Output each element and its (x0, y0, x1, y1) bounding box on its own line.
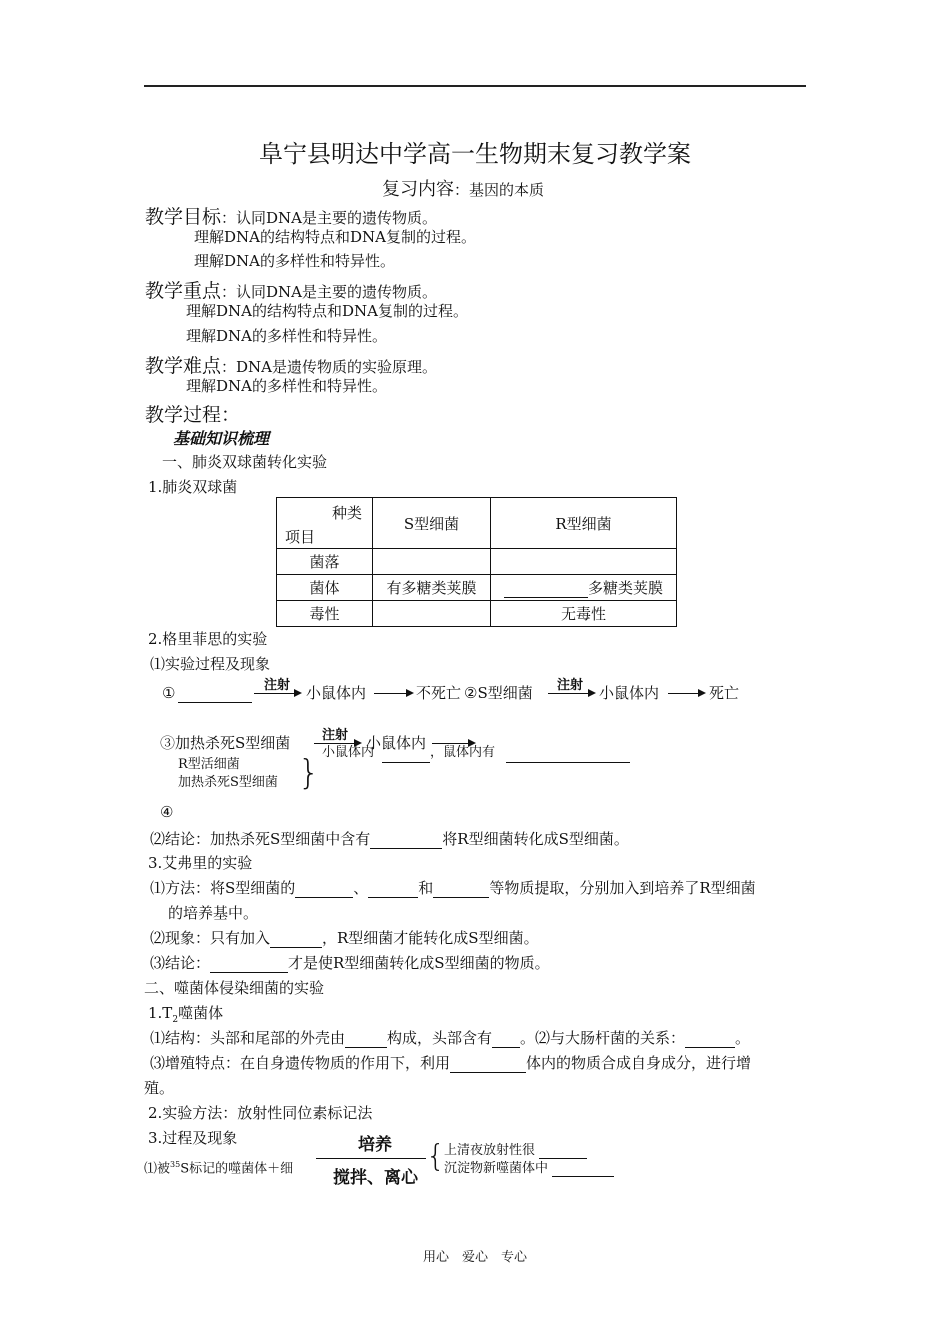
subsection-2-1 (148, 1003, 223, 1030)
exp-4-mouse: 小鼠体内 (322, 745, 375, 760)
blank (345, 1031, 387, 1048)
subsection-1-3: 3.艾弗里的实验 (148, 854, 253, 872)
exp-2-label: ②S型细菌 (464, 684, 533, 702)
avery-method-c: 和 (418, 879, 434, 897)
blank (370, 832, 442, 849)
arrow-icon (668, 693, 704, 694)
sediment-line (444, 1161, 614, 1177)
phage-exp-left-a: ⑴被 (144, 1161, 171, 1177)
exp-4-label: ④ (160, 803, 174, 821)
exp-1-mouse: 小鼠体内 (306, 684, 367, 702)
t2-subscript: 2 (172, 1015, 179, 1025)
inject-label-2: 注射 (557, 678, 584, 693)
difficulty-text-1: ：DNA是遗传物质的实验原理。 (221, 358, 438, 376)
header-rule (144, 85, 806, 87)
blank (539, 1145, 587, 1159)
difficulty-text-2: 理解DNA的多样性和特异性。 (186, 377, 387, 395)
blank (270, 931, 322, 948)
phage-exp-sup: 35 (170, 1160, 181, 1169)
phage-proliferation (150, 1053, 751, 1073)
subsection-2-3: 3.过程及现象 (148, 1129, 238, 1147)
process-label: 教学过程： (145, 404, 241, 426)
goals-text-3: 理解DNA的多样性和特异性。 (194, 252, 395, 270)
inject-label-3: 注射 (322, 728, 349, 743)
phage-structure-a: ⑴结构：头部和尾部的外壳由 (150, 1029, 346, 1047)
phage-structure-b: 构成，头部含有 (387, 1029, 493, 1047)
goals-text-1: ：认同DNA是主要的遗传物质。 (221, 209, 438, 227)
table-cell-text: 多糖类荚膜 (587, 579, 663, 597)
table-header-item: 项目 (285, 528, 316, 546)
avery-method-e: 的培养基中。 (168, 904, 259, 922)
page-title: 阜宁县明达中学高一生物期末复习教学案 (259, 140, 691, 168)
exp-2-result: 死亡 (709, 684, 740, 702)
supernatant-line (444, 1143, 587, 1159)
blank (178, 686, 252, 703)
blank (504, 581, 588, 598)
subsection-2-2: 2.实验方法：放射性同位素标记法 (148, 1104, 373, 1122)
section-2-heading: 二、噬菌体侵染细菌的实验 (144, 979, 325, 997)
arrow-icon (432, 743, 474, 744)
phage-exp-left (144, 1157, 293, 1177)
table-cell (373, 601, 491, 627)
phage-structure-d: 。 (735, 1029, 751, 1047)
table-header-r: R型细菌 (491, 498, 677, 549)
brace-icon: { (426, 1139, 446, 1174)
table-row-label: 菌体 (277, 575, 373, 601)
phage-structure (150, 1028, 750, 1048)
focus-text-1: ：认同DNA是主要的遗传物质。 (221, 283, 438, 301)
subtitle-value: ：基因的本质 (454, 181, 545, 199)
table-header-kind: 种类 (331, 504, 362, 522)
focus-label: 教学重点 (145, 280, 222, 302)
table-cell (373, 549, 491, 575)
table-row (277, 601, 677, 627)
focus-text-3: 理解DNA的多样性和特异性。 (186, 327, 387, 345)
blank (546, 746, 630, 763)
exp-1-result: 不死亡 (416, 684, 462, 702)
process-line (316, 1158, 426, 1159)
subsection-1-1: 1.肺炎双球菌 (148, 478, 238, 496)
table-cell: 无毒性 (491, 601, 677, 627)
exp-2-mouse: 小鼠体内 (599, 684, 660, 702)
conclusion-text-a: ⑵结论：加热杀死S型细菌中含有 (150, 830, 371, 848)
subtitle (382, 175, 544, 201)
blank (450, 1056, 526, 1073)
table-row-label: 菌落 (277, 549, 373, 575)
sediment-text: 沉淀物新噬菌体中 (444, 1161, 549, 1176)
inject-label-1: 注射 (264, 678, 291, 693)
blank (552, 1163, 614, 1177)
blank (295, 881, 353, 898)
stir-centrifuge-label: 搅拌、离心 (333, 1168, 418, 1188)
phage-proliferation-a: ⑶增殖特点：在自身遗传物质的作用下，利用 (150, 1054, 451, 1072)
exp-4-r-live: R型活细菌 (178, 757, 240, 772)
subsection-1-2-1: ⑴实验过程及现象 (150, 655, 271, 673)
blank (210, 956, 288, 973)
goals-text-2: 理解DNA的结构特点和DNA复制的过程。 (194, 228, 476, 246)
arrow-icon (548, 693, 594, 694)
exp-4-has: ，鼠体内有 (430, 745, 496, 760)
focus-line1 (145, 276, 437, 303)
table-row (277, 575, 677, 601)
focus-text-2: 理解DNA的结构特点和DNA复制的过程。 (186, 302, 468, 320)
avery-conclusion-a: ⑶结论： (150, 954, 211, 972)
table-cell (491, 575, 677, 601)
arrow-icon (374, 693, 412, 694)
t2-suffix: 噬菌体 (178, 1004, 224, 1022)
avery-method (150, 878, 756, 898)
avery-result-a: ⑵现象：只有加入 (150, 929, 271, 947)
blank (492, 1031, 520, 1048)
difficulty-line1 (145, 351, 437, 378)
table-row-label: 毒性 (277, 601, 373, 627)
basics-heading: 基础知识梳理 (173, 429, 270, 448)
table-cell (491, 549, 677, 575)
arrow-icon (314, 743, 360, 744)
difficulty-label: 教学难点 (145, 355, 222, 377)
blank (685, 1031, 735, 1048)
phage-proliferation-c: 殖。 (144, 1079, 175, 1097)
table-header-s: S型细菌 (373, 498, 491, 549)
avery-result (150, 928, 539, 948)
conclusion-text-b: 将R型细菌转化成S型细菌。 (442, 830, 629, 848)
page-footer: 用心 爱心 专心 (422, 1250, 527, 1265)
avery-conclusion (150, 953, 550, 973)
blank (382, 746, 430, 763)
goals-line1 (145, 202, 437, 229)
subtitle-label: 复习内容 (382, 179, 454, 200)
subsection-1-2: 2.格里菲思的实验 (148, 630, 268, 648)
section-1-heading: 一、肺炎双球菌转化实验 (162, 453, 328, 471)
avery-conclusion-b: 才是使R型细菌转化成S型细菌的物质。 (288, 954, 550, 972)
exp-3-label: ③加热杀死S型细菌 (160, 734, 291, 752)
avery-method-d: 等物质提取，分别加入到培养了R型细菌 (489, 879, 756, 897)
bacteria-table (276, 497, 677, 627)
conclusion-line (150, 829, 629, 849)
phage-structure-c: 。⑵与大肠杆菌的关系： (520, 1029, 686, 1047)
table-row (277, 549, 677, 575)
t2-prefix: 1.T (148, 1004, 173, 1022)
avery-method-a: ⑴方法：将S型细菌的 (150, 879, 296, 897)
table-header-diagonal (277, 498, 373, 549)
blank (433, 881, 489, 898)
exp-4-heat-s: 加热杀死S型细菌 (178, 775, 278, 790)
avery-method-b: 、 (353, 879, 369, 897)
avery-result-b: ，R型细菌才能转化成S型细菌。 (322, 929, 539, 947)
goals-label: 教学目标 (145, 206, 222, 228)
culture-label: 培养 (358, 1135, 392, 1155)
phage-exp-left-b: S标记的噬菌体＋细 (180, 1161, 294, 1177)
brace-icon: } (298, 753, 320, 793)
phage-proliferation-b: 体内的物质合成自身成分，进行增 (526, 1054, 752, 1072)
table-cell: 有多糖类荚膜 (373, 575, 491, 601)
arrow-icon (254, 693, 300, 694)
supernatant-text: 上清夜放射性很 (444, 1143, 536, 1158)
exp-3-mouse: 小鼠体内 (366, 734, 427, 752)
exp-1-label: ① (162, 684, 176, 702)
blank (368, 881, 418, 898)
